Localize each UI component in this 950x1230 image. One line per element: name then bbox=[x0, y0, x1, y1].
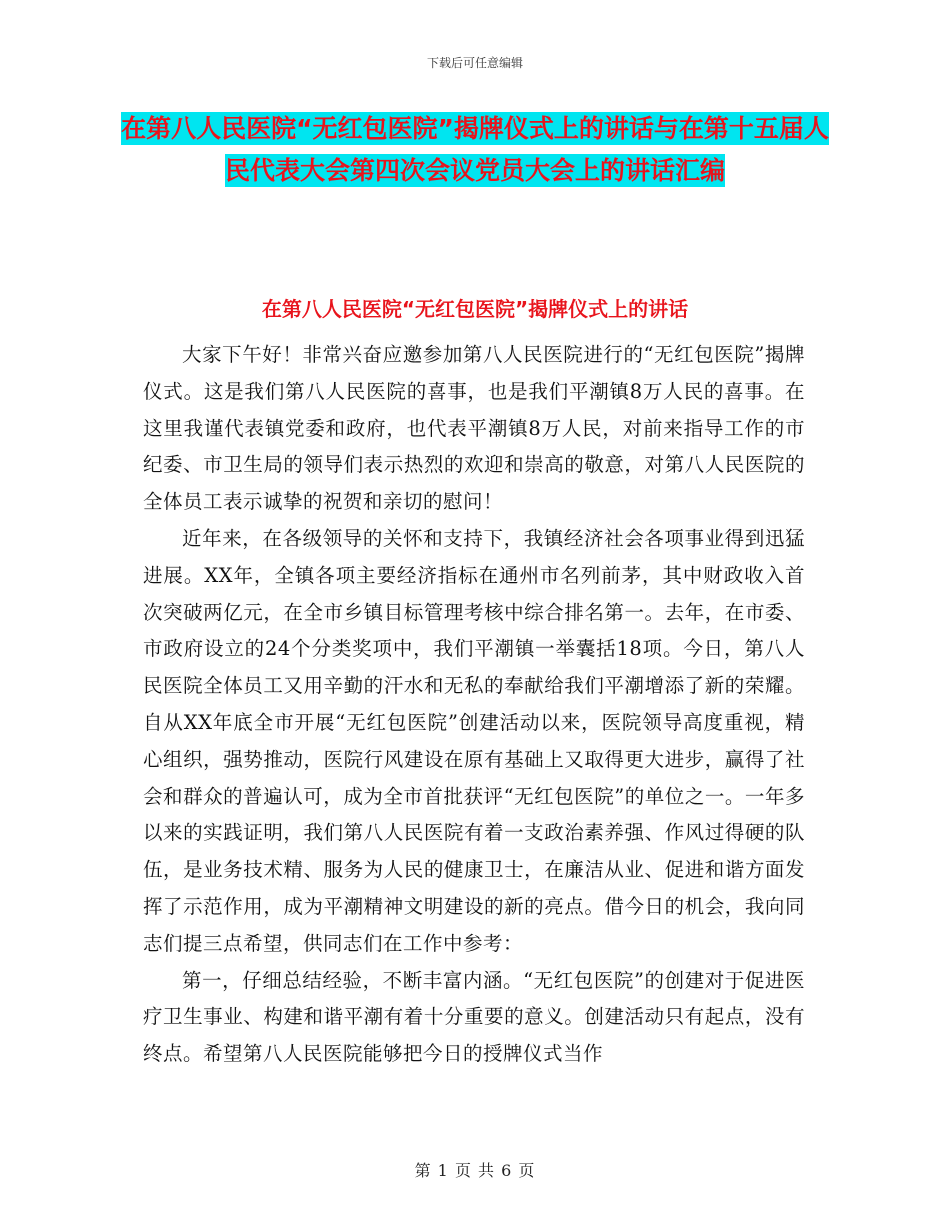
paragraph: 大家下午好！非常兴奋应邀参加第八人民医院进行的“无红包医院”揭牌仪式。这是我们第八人民医院的喜事，也是我们平潮镇8万人民的喜事。在这里我谨代表镇党委和政府，也代表平潮镇8万人民，对前来指导工作的市纪委、市卫生局的领导们表示热烈的欢迎和崇高的敬意，对第八人民医院的全体员工表示诚挚的祝贺和亲切的慰问！ bbox=[143, 343, 805, 514]
section-title: 在第八人民医院“无红包医院”揭牌仪式上的讲话 bbox=[261, 297, 689, 321]
document-title-text: 在第八人民医院“无红包医院”揭牌仪式上的讲话与在第十五届人民代表大会第四次会议党员大会上的讲话汇编 bbox=[121, 114, 829, 185]
paragraph: 近年来，在各级领导的关怀和支持下，我镇经济社会各项事业得到迅猛进展。XX年，全镇各项主要经济指标在通州市名列前茅，其中财政收入首次突破两亿元，在全市乡镇目标管理考核中综合排名第一。去年，在市委、市政府设立的24个分类奖项中，我们平潮镇一举囊括18项。今日，第八人民医院全体员工又用辛勤的汗水和无私的奉献给我们平潮增添了新的荣耀。自从XX年底全市开展“无红包医院”创建活动以来，医院领导高度重视，精心组织，强势推动，医院行风建设在原有基础上又取得更大进步，赢得了社会和群众的普遍认可，成为全市首批获评“无红包医院”的单位之一。一年多以来的实践证明，我们第八人民医院有着一支政治素养强、作风过得硬的队伍，是业务技术精、服务为人民的健康卫士，在廉洁从业、促进和谐方面发挥了示范作用，成为平潮精神文明建设的新的亮点。借今日的机会，我向同志们提三点希望，供同志们在工作中参考： bbox=[143, 526, 805, 955]
paragraph: 第一，仔细总结经验，不断丰富内涵。“无红包医院”的创建对于促进医疗卫生事业、构建和谐平潮有着十分重要的意义。创建活动只有起点，没有终点。希望第八人民医院能够把今日的授牌仪式当作 bbox=[143, 968, 805, 1066]
document-title bbox=[120, 108, 830, 192]
document-body bbox=[143, 337, 805, 1073]
page-header-note: 下载后可任意编辑 bbox=[426, 56, 523, 70]
page-footer: 第 1 页 共 6 页 bbox=[414, 1161, 536, 1180]
